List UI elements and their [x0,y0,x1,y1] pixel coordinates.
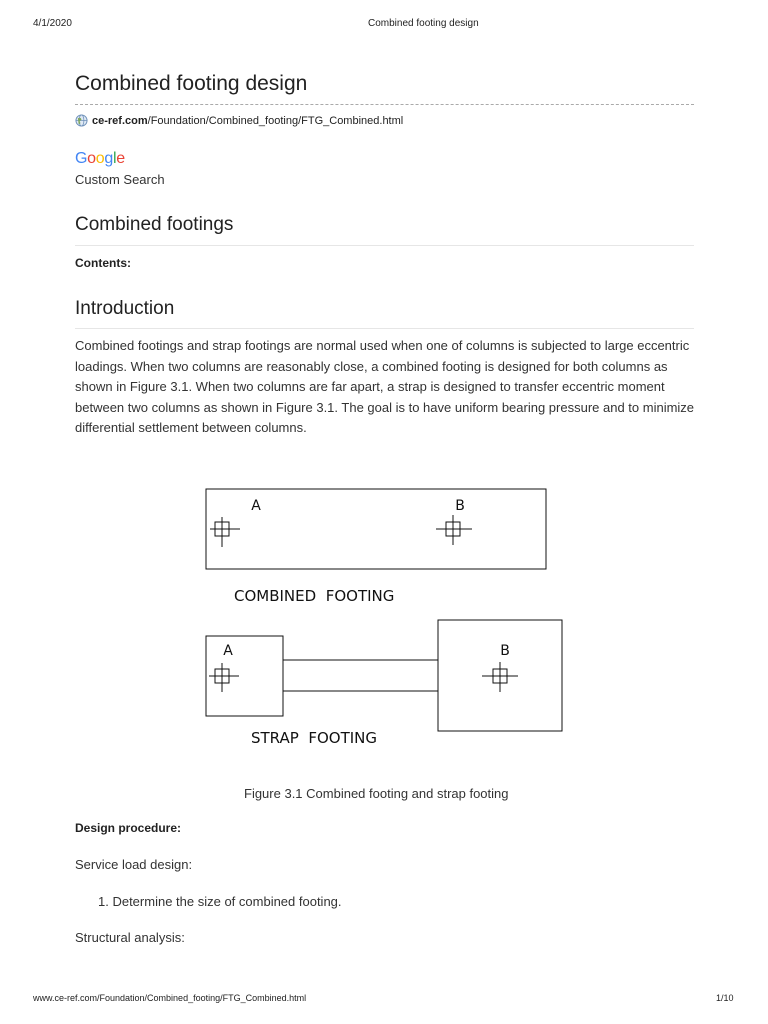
service-load-label: Service load design: [75,857,193,872]
google-letter: e [116,150,125,167]
column-b-symbol [436,515,472,545]
intro-heading: Introduction [75,298,175,319]
print-title: Combined footing design [368,18,479,29]
source-path: /Foundation/Combined_footing/FTG_Combined.html [147,114,404,127]
google-letter: G [75,150,88,167]
structural-analysis-label: Structural analysis: [75,930,185,945]
google-letter: o [87,150,96,167]
strap-beam [283,660,438,691]
section-heading: Combined footings [75,214,234,235]
combined-footing-label: COMBINED FOOTING [234,587,395,605]
design-procedure-heading: Design procedure: [75,821,182,835]
strap-column-b-label: B [500,643,510,659]
column-b-label: B [455,498,465,514]
strap-column-a-label: A [223,643,233,659]
contents-label: Contents: [75,256,131,270]
intro-paragraph: Combined footings and strap footings are normal used when one of columns is subjected to large eccentric loadings. When two columns are reasonably close, a combined footing is designed for both columns as shown in Figure 3.1. When two columns are far apart, a strap is designed to transfer eccentric moment between two columns as shown in Figure 3.1. The goal is to have uniform bearing pressure and to minimize differential settlement between columns. [75,338,695,435]
column-a-symbol [210,517,240,547]
custom-search-label[interactable]: Custom Search [75,172,165,187]
column-a-label: A [251,498,261,514]
footer-page-number: 1/10 [716,993,734,1003]
print-date: 4/1/2020 [33,18,72,29]
source-domain: ce-ref.com [92,114,148,127]
strap-column-a-symbol [209,663,239,692]
google-letter: g [104,150,113,167]
strap-footing-label: STRAP FOOTING [251,729,378,747]
google-letter: l [112,150,117,167]
list-item: 1. Determine the size of combined footing. [98,894,342,909]
footer-url[interactable]: www.ce-ref.com/Foundation/Combined_footing/FTG_Combined.html [33,993,307,1003]
strap-column-b-symbol [482,662,518,692]
page-title: Combined footing design [75,72,308,95]
google-letter: o [95,150,105,167]
figure-caption: Figure 3.1 Combined footing and strap footing [244,786,509,801]
